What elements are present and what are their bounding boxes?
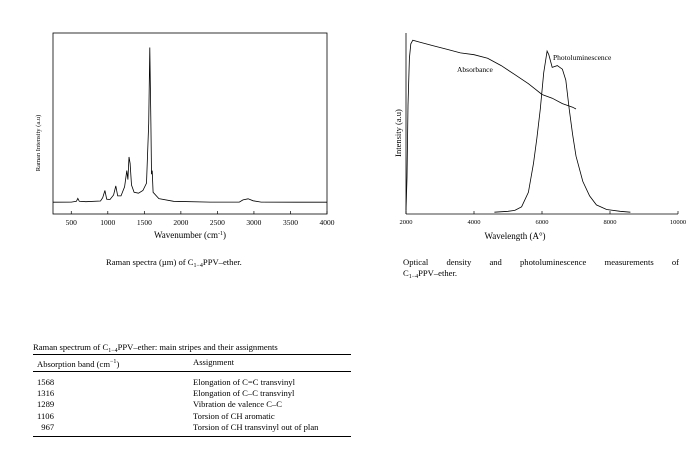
optical-chart [393,33,686,241]
raman-x-tick-label: 3500 [282,218,298,227]
optical-x-tick-label: 2000 [399,219,413,226]
table-header-row [33,355,351,371]
raman-spectrum-line [53,48,327,203]
absorbance-annotation: Absorbance [457,65,493,74]
raman-x-ticks [66,211,335,227]
photoluminescence-annotation: Photoluminescence [553,53,612,62]
optical-figure-caption: Optical density and photoluminescence measurements of $C_{1-4}PPV$–ether. [403,257,679,280]
table-row [33,411,351,422]
raman-plot-frame [53,33,327,214]
raman-chart [35,33,335,240]
table-row [33,377,351,388]
assignment-cell: Torsion of CH transvinyl out of plan [193,421,319,432]
raman-x-axis-label: Wavenumber $(cm^{-1})$ [154,230,226,240]
assignment-cell: Vibration de valence C–C [193,399,282,410]
raman-y-axis-label: Raman Intensity (a.u) [35,114,42,172]
band-cell: 1289 [37,399,55,410]
optical-x-ticks [400,211,687,226]
band-column-header: Absorption band $(cm^{-1})$ [37,358,120,369]
optical-series [406,40,630,212]
assignment-cell: Torsion of CH aromatic [193,410,275,421]
raman-x-tick-label: 1500 [136,218,152,227]
raman-x-tick-label: 2000 [173,218,189,227]
table-caption: Raman spectrum of $C_{1-4}PPV$–ether: main stripes and their assignments [33,342,278,354]
raman-x-tick-label: 500 [65,218,77,227]
photoluminescence-line [494,51,630,212]
raman-figure-caption: Raman spectra (µm) of $C_{1-4}PPV$–ether. [106,257,242,269]
assignment-column-header: Assignment [193,357,235,367]
optical-x-axis-label: Wavelength (A°) [484,231,546,241]
assignment-cell: Elongation of C–C transvinyl [193,388,295,399]
table-row [33,422,351,433]
table-row [33,388,351,399]
band-cell: 1568 [37,377,55,387]
table-row [33,399,351,410]
optical-x-tick-label: 10000 [669,219,687,226]
band-cell: 1316 [37,388,55,399]
optical-x-tick-label: 8000 [603,219,617,226]
optical-x-tick-label: 4000 [467,219,481,226]
raman-x-tick-label: 3000 [246,218,262,227]
raman-series [53,48,327,203]
assignments-table [33,342,351,437]
raman-x-tick-label: 1000 [100,218,116,227]
raman-x-tick-label: 2500 [209,218,225,227]
assignment-cell: Elongation of C=C transvinyl [193,377,295,387]
band-cell: 1106 [37,410,54,421]
optical-x-tick-label: 6000 [535,219,549,226]
table-body [33,377,351,433]
raman-x-tick-label: 4000 [319,218,335,227]
optical-y-axis-label: Intensity (a.u) [393,109,403,157]
table-bottom-rule [33,436,351,437]
band-cell: 967 [37,421,55,432]
